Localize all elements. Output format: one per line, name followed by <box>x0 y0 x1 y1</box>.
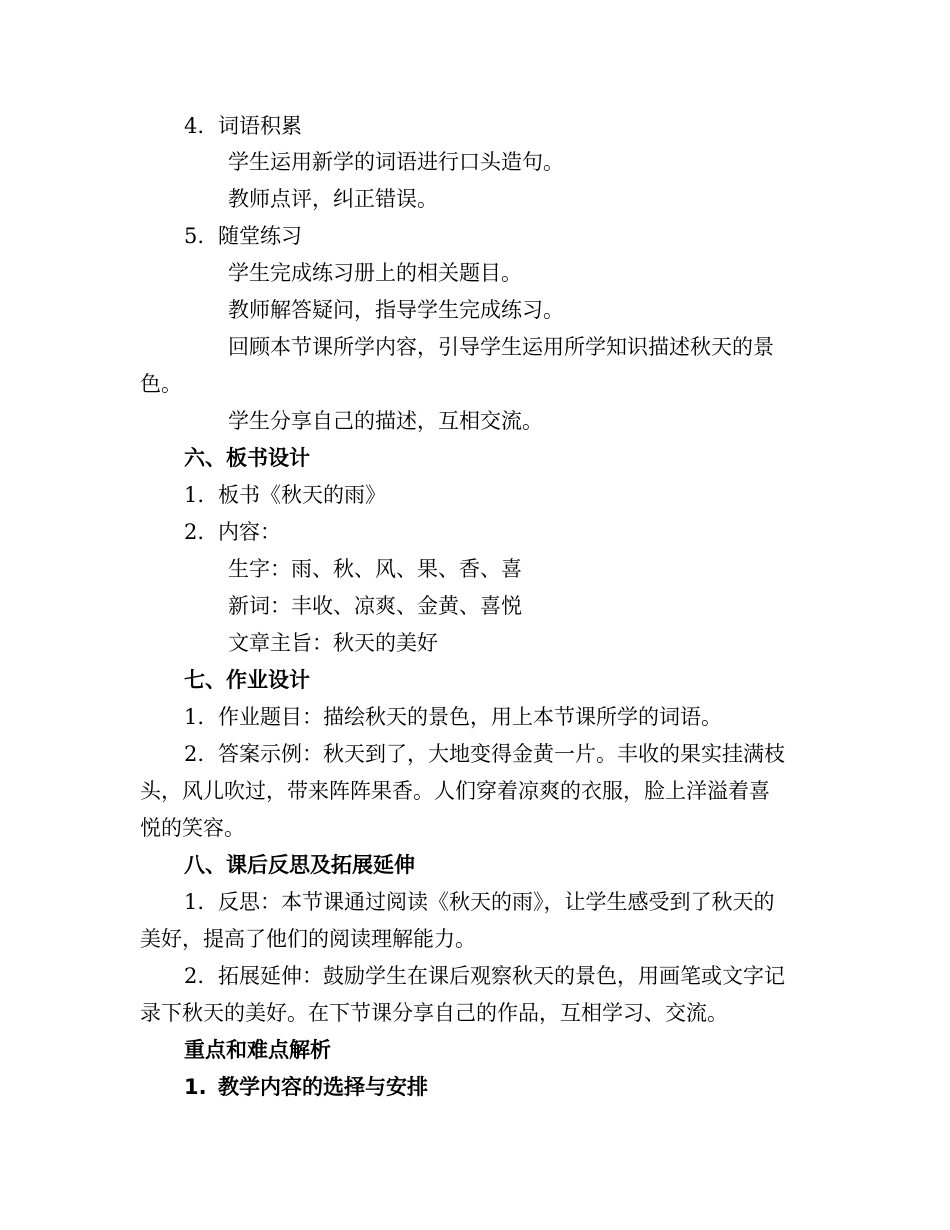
list-number: 2. <box>184 964 205 988</box>
paragraph-line: 头，风儿吹过，带来阵阵果香。人们穿着凉爽的衣服，脸上洋溢着喜 <box>140 779 770 803</box>
list-item-text: 反思：本节课通过阅读《秋天的雨》，让学生感受到了秋天的 <box>218 890 775 914</box>
list-number: 4. <box>184 114 205 138</box>
paragraph-line: 学生分享自己的描述，互相交流。 <box>228 409 543 433</box>
list-item-homework <box>184 703 722 731</box>
paragraph-line: 学生运用新学的词语进行口头造句。 <box>228 150 564 174</box>
section-heading-reflection: 八、课后反思及拓展延伸 <box>184 853 415 877</box>
list-item-text: 教学内容的选择与安排 <box>218 1075 428 1099</box>
list-number: 2. <box>184 742 205 766</box>
list-number: 1. <box>184 1075 207 1099</box>
list-item-reflection <box>184 888 775 916</box>
list-item-answer <box>184 740 785 768</box>
list-item-title: 随堂练习 <box>218 224 302 248</box>
section-heading-homework: 七、作业设计 <box>184 668 310 692</box>
list-number: 1. <box>184 483 205 507</box>
list-item-content <box>184 518 281 546</box>
paragraph-line: 教师点评，纠正错误。 <box>228 187 438 211</box>
list-item-text: 拓展延伸：鼓励学生在课后观察秋天的景色，用画笔或文字记 <box>218 964 785 988</box>
paragraph-line: 美好，提高了他们的阅读理解能力。 <box>140 927 476 951</box>
section-heading-key-points: 重点和难点解析 <box>184 1038 331 1062</box>
list-item-board <box>184 481 386 509</box>
list-item-text: 内容： <box>218 520 281 544</box>
list-number: 1. <box>184 890 205 914</box>
paragraph-line: 学生完成练习册上的相关题目。 <box>228 261 522 285</box>
paragraph-line: 回顾本节课所学内容，引导学生运用所学知识描述秋天的景 <box>228 335 774 359</box>
paragraph-line: 教师解答疑问，指导学生完成练习。 <box>228 298 564 322</box>
board-detail-line: 文章主旨：秋天的美好 <box>228 631 438 655</box>
list-item-extension <box>184 962 785 990</box>
board-detail-line: 新词：丰收、凉爽、金黄、喜悦 <box>228 594 522 618</box>
section-heading-board: 六、板书设计 <box>184 446 310 470</box>
paragraph-line: 悦的笑容。 <box>140 816 245 840</box>
list-number: 2. <box>184 520 205 544</box>
list-item-text: 板书《秋天的雨》 <box>218 483 386 507</box>
list-number: 1. <box>184 705 205 729</box>
list-item-text: 答案示例：秋天到了，大地变得金黄一片。丰收的果实挂满枝 <box>218 742 785 766</box>
list-item-title: 词语积累 <box>218 114 302 138</box>
paragraph-line: 色。 <box>140 372 182 396</box>
list-item-key-point <box>184 1073 428 1101</box>
list-item-practice <box>184 222 302 250</box>
paragraph-line: 录下秋天的美好。在下节课分享自己的作品，互相学习、交流。 <box>140 1001 728 1025</box>
list-number: 5. <box>184 224 205 248</box>
list-item-vocab <box>184 112 302 140</box>
board-detail-line: 生字：雨、秋、风、果、香、喜 <box>228 557 522 581</box>
list-item-text: 作业题目：描绘秋天的景色，用上本节课所学的词语。 <box>218 705 722 729</box>
